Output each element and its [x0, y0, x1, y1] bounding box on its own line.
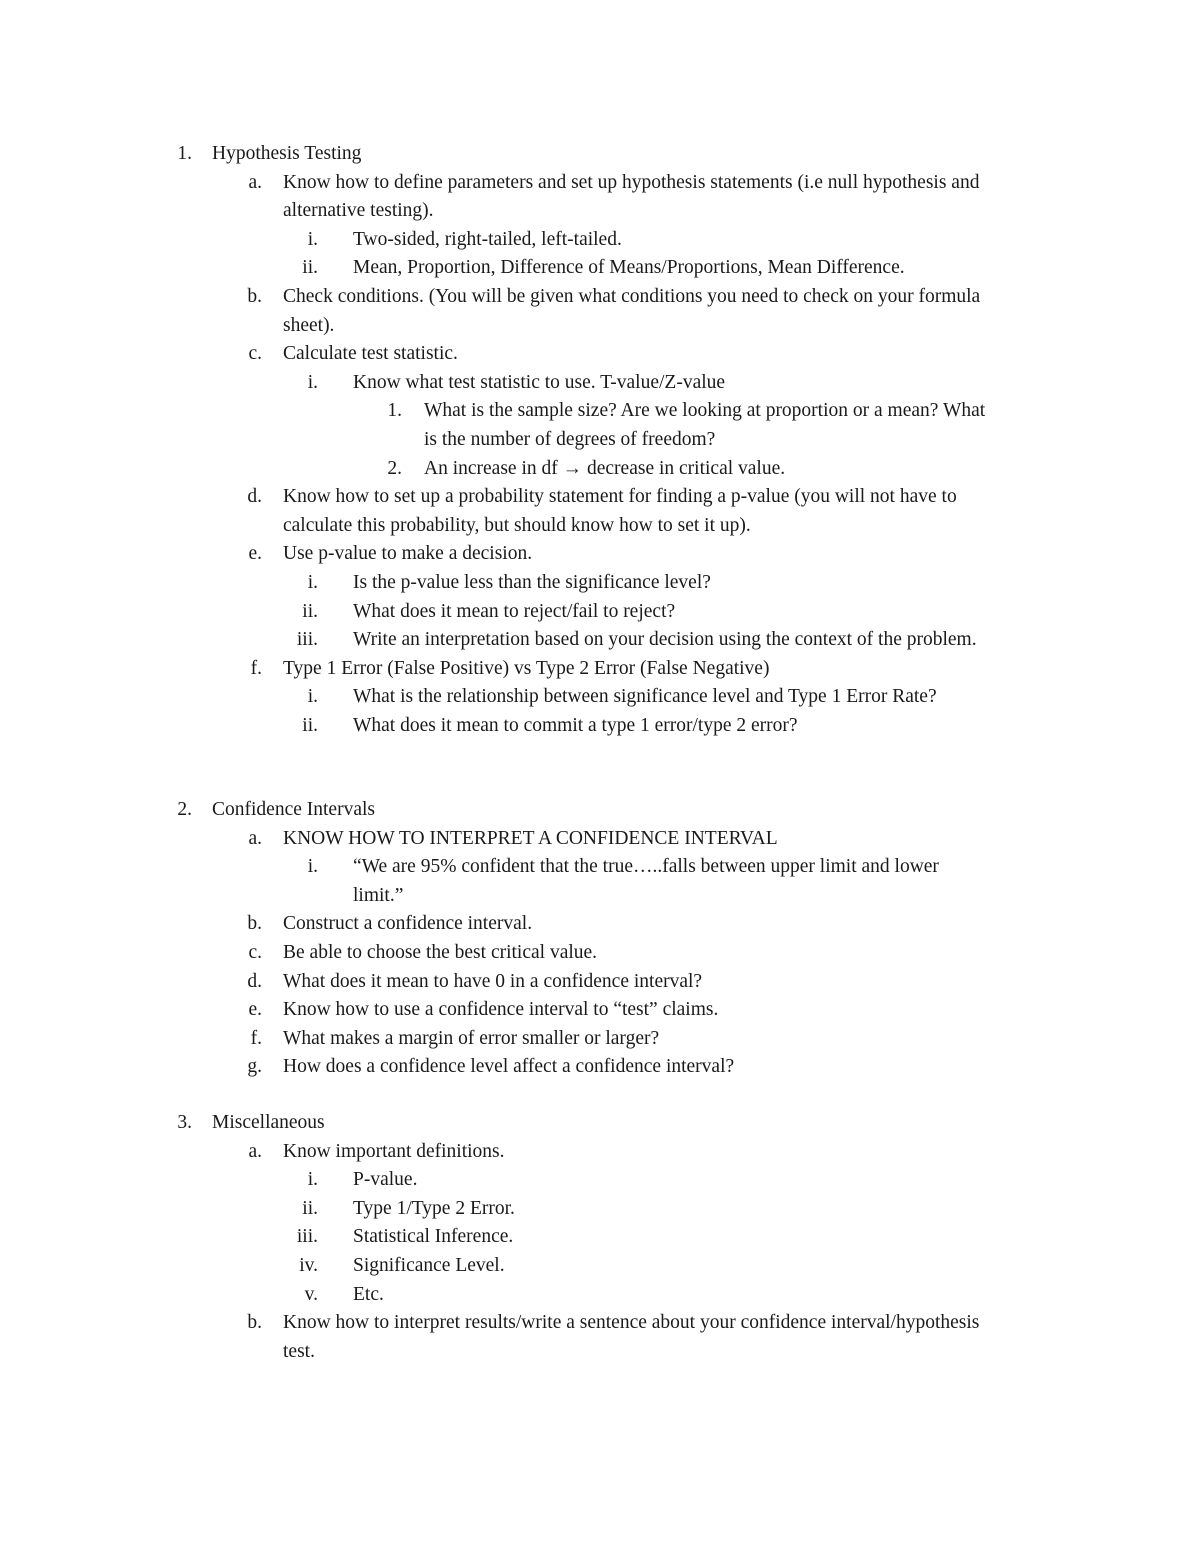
list-marker: v. [304, 1283, 318, 1305]
list-item-text: Type 1 Error (False Positive) vs Type 2 Error (False Negative) [283, 657, 770, 679]
list-item [0, 369, 1200, 398]
list-marker: f. [250, 657, 262, 679]
list-item [0, 598, 1200, 627]
list-marker: iii. [296, 629, 318, 651]
list-item [0, 626, 1200, 655]
list-marker: i. [307, 371, 318, 393]
list-item [0, 254, 1200, 283]
list-item [0, 1195, 1200, 1224]
list-item-text: Write an interpretation based on your decision using the context of the problem. [353, 629, 977, 651]
list-item-text: What is the relationship between significance level and Type 1 Error Rate? [353, 686, 937, 708]
list-marker: e. [248, 999, 262, 1021]
list-item-text: What does it mean to have 0 in a confidence interval? [283, 970, 703, 992]
list-item-text: sheet). [283, 314, 335, 336]
list-marker: ii. [302, 1197, 318, 1219]
list-item [0, 910, 1200, 939]
list-marker: ii. [302, 600, 318, 622]
list-item [0, 569, 1200, 598]
list-item-text: Statistical Inference. [353, 1226, 514, 1248]
list-item-continuation [0, 312, 1200, 341]
list-item [0, 483, 1200, 512]
list-item [0, 226, 1200, 255]
list-item-text: is the number of degrees of freedom? [424, 428, 716, 450]
list-item-text: Is the p-value less than the significance level? [353, 571, 711, 593]
list-item-text: Miscellaneous [212, 1112, 325, 1133]
list-item-text: Know how to use a confidence interval to “test” claims. [283, 999, 719, 1021]
list-item [0, 1252, 1200, 1281]
list-marker: a. [248, 1140, 262, 1162]
list-item [0, 1025, 1200, 1054]
list-item [0, 1223, 1200, 1252]
list-item-text: Etc. [353, 1283, 384, 1305]
list-item-text: An increase in df → decrease in critical value. [424, 457, 786, 479]
list-marker: i. [307, 571, 318, 593]
list-item-continuation [0, 197, 1200, 226]
list-item-text: Know how to define parameters and set up hypothesis statements (i.e null hypothesis and [283, 171, 980, 193]
list-item-text: What does it mean to commit a type 1 error/type 2 error? [353, 714, 798, 736]
list-item-text: How does a confidence level affect a confidence interval? [283, 1056, 735, 1078]
list-item [0, 683, 1200, 712]
list-marker: a. [248, 827, 262, 849]
list-item [0, 1309, 1200, 1338]
list-item-text: What is the sample size? Are we looking at proportion or a mean? What [424, 400, 986, 422]
list-marker: c. [248, 343, 262, 365]
list-item-text: limit.” [353, 884, 404, 906]
list-item-text: Be able to choose the best critical value. [283, 941, 598, 963]
list-item [0, 655, 1200, 684]
list-marker: iii. [296, 1226, 318, 1248]
list-marker: 3. [177, 1112, 192, 1133]
list-item-text: What makes a margin of error smaller or larger? [283, 1027, 660, 1049]
list-marker: i. [307, 228, 318, 250]
list-item-text: Significance Level. [353, 1254, 505, 1276]
list-item-continuation [0, 512, 1200, 541]
list-item [0, 455, 1200, 484]
list-item-text: Use p-value to make a decision. [283, 543, 533, 565]
list-item [0, 996, 1200, 1025]
list-item [0, 340, 1200, 369]
list-item-text: “We are 95% confident that the true…..falls between upper limit and lower [353, 856, 939, 878]
outline-section-miscellaneous [0, 1109, 1200, 1366]
list-item-text: P-value. [353, 1169, 418, 1191]
list-marker: 1. [387, 400, 402, 422]
list-item [0, 283, 1200, 312]
list-item-text: Hypothesis Testing [212, 143, 362, 164]
list-marker: f. [250, 1027, 262, 1049]
list-item [0, 169, 1200, 198]
list-item-text: test. [283, 1340, 315, 1362]
outline-section-hypothesis-testing [0, 140, 1200, 740]
list-item-text: Check conditions. (You will be given what conditions you need to check on your formula [283, 285, 981, 307]
list-item-text: Construct a confidence interval. [283, 913, 533, 935]
list-item [0, 1138, 1200, 1167]
list-marker: b. [247, 285, 262, 307]
list-item-continuation [0, 1338, 1200, 1367]
list-item-continuation [0, 882, 1200, 911]
list-item [0, 397, 1200, 426]
list-marker: 1. [177, 143, 192, 164]
list-marker: i. [307, 856, 318, 878]
list-item [0, 853, 1200, 882]
list-marker: ii. [302, 714, 318, 736]
list-item [0, 968, 1200, 997]
list-marker: g. [247, 1056, 262, 1078]
list-item-text: Mean, Proportion, Difference of Means/Proportions, Mean Difference. [353, 257, 905, 279]
list-item-text: alternative testing). [283, 200, 434, 222]
section-heading [0, 796, 1200, 825]
list-item [0, 939, 1200, 968]
list-marker: 2. [387, 457, 402, 479]
list-marker: d. [247, 970, 262, 992]
list-marker: ii. [302, 257, 318, 279]
list-marker: d. [247, 486, 262, 508]
list-marker: b. [247, 913, 262, 935]
list-marker: c. [248, 941, 262, 963]
list-item-text: Know how to set up a probability statement for finding a p-value (you will not have to [283, 486, 957, 508]
list-item-text: Calculate test statistic. [283, 343, 458, 365]
list-marker: 2. [177, 799, 192, 820]
list-item-text: Confidence Intervals [212, 799, 375, 820]
section-heading [0, 140, 1200, 169]
list-marker: i. [307, 686, 318, 708]
list-item [0, 540, 1200, 569]
list-item [0, 1281, 1200, 1310]
list-item-text: calculate this probability, but should know how to set it up). [283, 514, 751, 536]
list-marker: i. [307, 1169, 318, 1191]
list-marker: b. [247, 1312, 262, 1334]
outline-section-confidence-intervals [0, 796, 1200, 1082]
list-item-text: Type 1/Type 2 Error. [353, 1197, 515, 1219]
list-item-text: What does it mean to reject/fail to reject? [353, 600, 676, 622]
list-marker: e. [248, 543, 262, 565]
list-item [0, 1053, 1200, 1082]
list-item-text: Two-sided, right-tailed, left-tailed. [353, 228, 622, 250]
list-item [0, 825, 1200, 854]
list-item-text: Know important definitions. [283, 1140, 505, 1162]
list-marker: a. [248, 171, 262, 193]
section-heading [0, 1109, 1200, 1138]
list-item [0, 712, 1200, 741]
list-item-text: Know what test statistic to use. T-value/Z-value [353, 371, 726, 393]
list-item-continuation [0, 426, 1200, 455]
list-item [0, 1166, 1200, 1195]
list-item-text: Know how to interpret results/write a sentence about your confidence interval/hypothesis [283, 1312, 980, 1334]
list-marker: iv. [299, 1254, 318, 1276]
list-item-text: KNOW HOW TO INTERPRET A CONFIDENCE INTERVAL [283, 827, 778, 849]
